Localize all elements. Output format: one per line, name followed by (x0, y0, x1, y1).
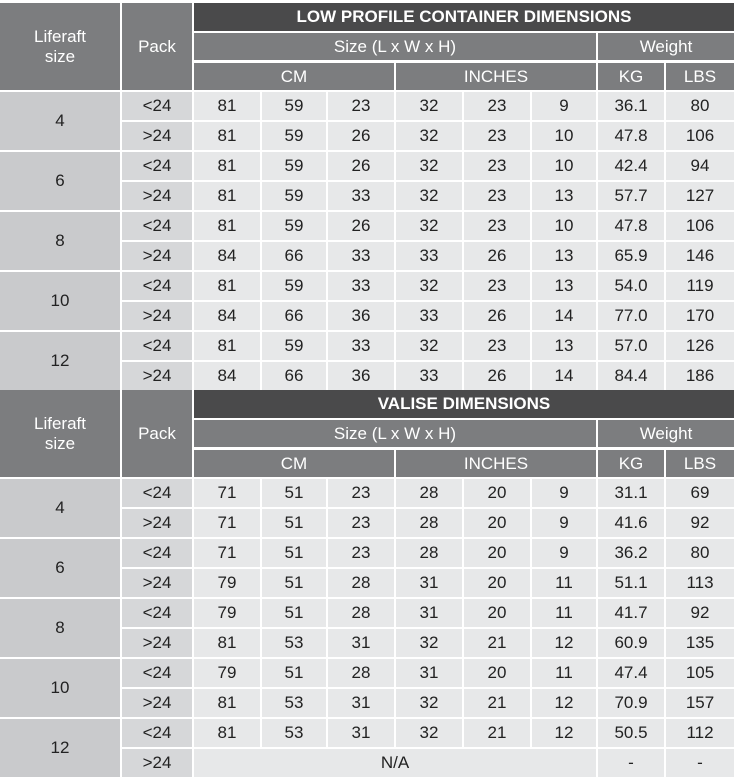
in-length-cell: 32 (396, 122, 462, 150)
cm-height-cell: 36 (328, 302, 394, 330)
lbs-cell: 170 (666, 302, 734, 330)
lbs-cell: 106 (666, 212, 734, 240)
in-height-cell: 9 (532, 92, 596, 120)
in-width-cell: 20 (464, 659, 530, 687)
in-width-cell: 20 (464, 509, 530, 537)
kg-cell: 51.1 (598, 569, 664, 597)
kg-cell: 57.7 (598, 182, 664, 210)
in-height-cell: 11 (532, 569, 596, 597)
kg-cell: 47.8 (598, 212, 664, 240)
in-width-cell: 26 (464, 242, 530, 270)
kg-cell: 70.9 (598, 689, 664, 717)
pack-header: Pack (122, 390, 192, 477)
section-title: VALISE DIMENSIONS (194, 390, 734, 418)
in-height-cell: 9 (532, 479, 596, 507)
pack-cell: >24 (122, 749, 192, 777)
cm-height-cell: 31 (328, 629, 394, 657)
cm-length-cell: 79 (194, 659, 260, 687)
cm-height-cell: 28 (328, 569, 394, 597)
cm-height-cell: 23 (328, 539, 394, 567)
in-length-cell: 32 (396, 272, 462, 300)
cm-width-cell: 66 (262, 242, 326, 270)
in-width-cell: 23 (464, 212, 530, 240)
in-length-cell: 32 (396, 332, 462, 360)
lbs-cell: 80 (666, 539, 734, 567)
in-length-cell: 32 (396, 182, 462, 210)
in-length-cell: 32 (396, 212, 462, 240)
in-width-cell: 23 (464, 152, 530, 180)
kg-cell: 47.8 (598, 122, 664, 150)
lbs-cell: 92 (666, 509, 734, 537)
kg-cell: 54.0 (598, 272, 664, 300)
cm-height-cell: 33 (328, 242, 394, 270)
kg-cell: 60.9 (598, 629, 664, 657)
pack-cell: >24 (122, 509, 192, 537)
cm-height-cell: 36 (328, 362, 394, 390)
pack-cell: >24 (122, 122, 192, 150)
cm-height-cell: 31 (328, 689, 394, 717)
in-height-cell: 13 (532, 182, 596, 210)
cm-width-cell: 59 (262, 92, 326, 120)
cm-length-cell: 81 (194, 629, 260, 657)
in-width-cell: 20 (464, 569, 530, 597)
in-height-cell: 12 (532, 689, 596, 717)
weight-header: Weight (598, 33, 734, 60)
in-length-cell: 32 (396, 152, 462, 180)
cm-length-cell: 71 (194, 539, 260, 567)
cm-length-cell: 79 (194, 569, 260, 597)
liferaft-size-cell: 8 (0, 212, 120, 270)
liferaft-size-cell: 4 (0, 92, 120, 150)
cm-length-cell: 84 (194, 302, 260, 330)
in-height-cell: 9 (532, 509, 596, 537)
in-width-cell: 26 (464, 362, 530, 390)
in-height-cell: 9 (532, 539, 596, 567)
lbs-cell: 69 (666, 479, 734, 507)
in-length-cell: 33 (396, 362, 462, 390)
in-width-cell: 23 (464, 182, 530, 210)
in-width-cell: 23 (464, 332, 530, 360)
in-length-cell: 33 (396, 302, 462, 330)
inches-header: INCHES (396, 63, 596, 90)
lbs-cell: 113 (666, 569, 734, 597)
in-width-cell: 26 (464, 302, 530, 330)
pack-cell: >24 (122, 362, 192, 390)
cm-height-cell: 33 (328, 182, 394, 210)
lbs-cell: 106 (666, 122, 734, 150)
cm-width-cell: 51 (262, 599, 326, 627)
pack-cell: >24 (122, 629, 192, 657)
pack-cell: <24 (122, 152, 192, 180)
lbs-cell: 105 (666, 659, 734, 687)
pack-cell: >24 (122, 182, 192, 210)
cm-width-cell: 66 (262, 362, 326, 390)
in-height-cell: 14 (532, 302, 596, 330)
pack-cell: <24 (122, 332, 192, 360)
pack-cell: >24 (122, 302, 192, 330)
in-width-cell: 23 (464, 272, 530, 300)
cm-height-cell: 23 (328, 92, 394, 120)
lbs-cell: 94 (666, 152, 734, 180)
cm-header: CM (194, 450, 394, 477)
liferaft-size-cell: 4 (0, 479, 120, 537)
in-length-cell: 32 (396, 92, 462, 120)
pack-cell: <24 (122, 479, 192, 507)
kg-cell: 57.0 (598, 332, 664, 360)
cm-width-cell: 51 (262, 659, 326, 687)
kg-cell: 65.9 (598, 242, 664, 270)
pack-cell: <24 (122, 659, 192, 687)
in-width-cell: 21 (464, 719, 530, 747)
kg-cell: 41.6 (598, 509, 664, 537)
inches-header: INCHES (396, 450, 596, 477)
lbs-cell: 146 (666, 242, 734, 270)
in-length-cell: 28 (396, 539, 462, 567)
cm-width-cell: 59 (262, 332, 326, 360)
cm-width-cell: 53 (262, 689, 326, 717)
size-header: Size (L x W x H) (194, 420, 596, 447)
cm-height-cell: 28 (328, 659, 394, 687)
pack-cell: <24 (122, 272, 192, 300)
in-length-cell: 31 (396, 659, 462, 687)
in-height-cell: 13 (532, 242, 596, 270)
pack-cell: <24 (122, 212, 192, 240)
cm-width-cell: 66 (262, 302, 326, 330)
cm-width-cell: 51 (262, 509, 326, 537)
in-length-cell: 31 (396, 599, 462, 627)
liferaft-size-cell: 6 (0, 152, 120, 210)
in-width-cell: 20 (464, 539, 530, 567)
cm-length-cell: 81 (194, 332, 260, 360)
kg-cell: 36.1 (598, 92, 664, 120)
cm-width-cell: 51 (262, 479, 326, 507)
pack-cell: <24 (122, 92, 192, 120)
cm-length-cell: 81 (194, 689, 260, 717)
cm-height-cell: 26 (328, 122, 394, 150)
in-height-cell: 11 (532, 659, 596, 687)
cm-header: CM (194, 63, 394, 90)
liferaft-size-cell: 10 (0, 659, 120, 717)
lbs-header: LBS (666, 63, 734, 90)
cm-length-cell: 81 (194, 92, 260, 120)
cm-width-cell: 59 (262, 272, 326, 300)
lbs-cell: 127 (666, 182, 734, 210)
in-height-cell: 11 (532, 599, 596, 627)
lbs-header: LBS (666, 450, 734, 477)
lbs-cell: 92 (666, 599, 734, 627)
cm-length-cell: 79 (194, 599, 260, 627)
in-length-cell: 32 (396, 629, 462, 657)
lbs-cell: 135 (666, 629, 734, 657)
cm-height-cell: 23 (328, 509, 394, 537)
cm-width-cell: 59 (262, 182, 326, 210)
lbs-cell: 126 (666, 332, 734, 360)
in-width-cell: 23 (464, 122, 530, 150)
kg-cell: 42.4 (598, 152, 664, 180)
liferaft-size-header: Liferaft size (0, 390, 120, 477)
in-length-cell: 32 (396, 719, 462, 747)
cm-height-cell: 31 (328, 719, 394, 747)
cm-height-cell: 28 (328, 599, 394, 627)
lbs-cell: 119 (666, 272, 734, 300)
lbs-cell: 157 (666, 689, 734, 717)
cm-length-cell: 84 (194, 362, 260, 390)
kg-cell: - (598, 749, 664, 777)
pack-cell: >24 (122, 569, 192, 597)
in-width-cell: 21 (464, 629, 530, 657)
kg-cell: 77.0 (598, 302, 664, 330)
kg-cell: 50.5 (598, 719, 664, 747)
in-height-cell: 13 (532, 272, 596, 300)
liferaft-size-cell: 12 (0, 332, 120, 390)
cm-width-cell: 53 (262, 719, 326, 747)
in-length-cell: 28 (396, 509, 462, 537)
in-height-cell: 14 (532, 362, 596, 390)
lbs-cell: - (666, 749, 734, 777)
lbs-cell: 186 (666, 362, 734, 390)
cm-width-cell: 53 (262, 629, 326, 657)
cm-height-cell: 33 (328, 332, 394, 360)
cm-length-cell: 71 (194, 509, 260, 537)
in-height-cell: 12 (532, 629, 596, 657)
in-height-cell: 10 (532, 152, 596, 180)
liferaft-size-header: Liferaft size (0, 3, 120, 90)
lbs-cell: 80 (666, 92, 734, 120)
cm-width-cell: 59 (262, 122, 326, 150)
in-height-cell: 13 (532, 332, 596, 360)
liferaft-size-cell: 6 (0, 539, 120, 597)
in-height-cell: 10 (532, 212, 596, 240)
in-length-cell: 32 (396, 689, 462, 717)
na-cell: N/A (194, 749, 596, 777)
in-height-cell: 10 (532, 122, 596, 150)
liferaft-size-cell: 8 (0, 599, 120, 657)
weight-header: Weight (598, 420, 734, 447)
cm-length-cell: 84 (194, 242, 260, 270)
in-length-cell: 33 (396, 242, 462, 270)
in-length-cell: 28 (396, 479, 462, 507)
liferaft-size-cell: 12 (0, 719, 120, 777)
kg-cell: 41.7 (598, 599, 664, 627)
liferaft-size-cell: 10 (0, 272, 120, 330)
in-width-cell: 23 (464, 92, 530, 120)
kg-header: KG (598, 450, 664, 477)
cm-length-cell: 81 (194, 212, 260, 240)
cm-height-cell: 23 (328, 479, 394, 507)
cm-length-cell: 81 (194, 152, 260, 180)
pack-header: Pack (122, 3, 192, 90)
cm-length-cell: 81 (194, 122, 260, 150)
cm-width-cell: 59 (262, 212, 326, 240)
section-title: LOW PROFILE CONTAINER DIMENSIONS (194, 3, 734, 31)
in-width-cell: 20 (464, 599, 530, 627)
pack-cell: <24 (122, 539, 192, 567)
pack-cell: >24 (122, 689, 192, 717)
kg-cell: 84.4 (598, 362, 664, 390)
pack-cell: >24 (122, 242, 192, 270)
lbs-cell: 112 (666, 719, 734, 747)
cm-length-cell: 71 (194, 479, 260, 507)
pack-cell: <24 (122, 599, 192, 627)
kg-cell: 47.4 (598, 659, 664, 687)
in-height-cell: 12 (532, 719, 596, 747)
size-header: Size (L x W x H) (194, 33, 596, 60)
in-length-cell: 31 (396, 569, 462, 597)
cm-width-cell: 51 (262, 569, 326, 597)
cm-height-cell: 26 (328, 212, 394, 240)
cm-length-cell: 81 (194, 182, 260, 210)
kg-cell: 31.1 (598, 479, 664, 507)
in-width-cell: 20 (464, 479, 530, 507)
cm-width-cell: 59 (262, 152, 326, 180)
cm-height-cell: 33 (328, 272, 394, 300)
pack-cell: <24 (122, 719, 192, 747)
cm-width-cell: 51 (262, 539, 326, 567)
cm-length-cell: 81 (194, 719, 260, 747)
in-width-cell: 21 (464, 689, 530, 717)
cm-length-cell: 81 (194, 272, 260, 300)
kg-header: KG (598, 63, 664, 90)
kg-cell: 36.2 (598, 539, 664, 567)
cm-height-cell: 26 (328, 152, 394, 180)
